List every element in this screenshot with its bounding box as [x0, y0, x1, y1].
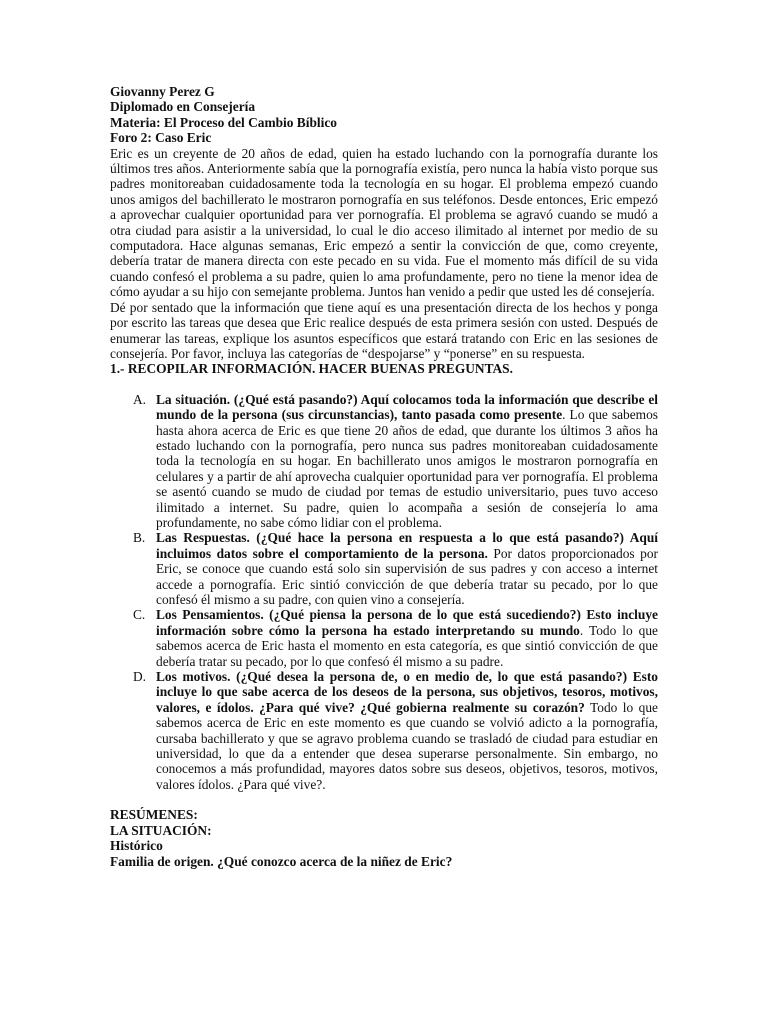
historic-heading: Histórico	[110, 838, 163, 854]
assignment-instructions: Dé por sentado que la información que tiene aquí es una presentación directa de los hechos y ponga por escrito las tareas que desea que Eric realice después de esta primera sesión con usted. Después de enumerar las tareas, explique los asuntos específicos que estará tratando con Eric en las sesiones de consejería. Por favor, incluya las categorías de “despojarse” y “ponerse” en su respuesta.	[110, 299, 658, 361]
item-prompt: Los Pensamientos. (¿Qué piensa la persona de lo que está sucediendo?) Esto incluye información sobre cómo la persona ha estado interpretando su mundo	[156, 607, 658, 638]
item-answer: Por datos proporcionados por Eric, se conoce que cuando está solo sin supervisión de sus padres y con acceso a internet accede a pornografía. Eric sintió convicción de que debería tratar su pecado, por lo que confesó él mismo a su padre, con quien vino a consejería.	[156, 545, 658, 607]
section-heading: 1.- RECOPILAR INFORMACIÓN. HACER BUENAS PREGUNTAS.	[110, 361, 513, 377]
summaries-heading: RESÚMENES:	[110, 807, 198, 823]
forum-title: Foro 2: Caso Eric	[110, 130, 212, 146]
item-answer: . Lo que sabemos hasta ahora acerca de Eric es que tiene 20 años de edad, que durante los últimos 3 años ha estado luchando con la pornografía, pero nunca sus padres monitoreaban cuidadosamente toda la tecnología en su hogar. En bachillerato unos amigos le mostraron pornografía en celulares y a partir de ahí aprovecha cualquier oportunidad para ver pornografía. El problema se asentó cuando se mudo de ciudad por temas de estudio universitario, pues tuvo acceso ilimitado a internet. Su padre, quien lo acompaña a sesión de consejería lo ama profundamente, no sabe cómo lidiar con el problema.	[156, 407, 659, 530]
question-list	[110, 392, 658, 793]
family-question: Familia de origen. ¿Qué conozco acerca de la niñez de Eric?	[110, 853, 453, 869]
item-prompt: Las Respuestas. (¿Qué hace la persona en respuesta a lo que está pasando?) Aquí incluimos datos sobre el comportamiento de la persona.	[156, 530, 658, 561]
list-item-motives	[110, 669, 658, 792]
list-item-responses	[110, 530, 658, 607]
spacer	[110, 792, 658, 807]
item-answer: Todo lo que sabemos acerca de Eric en este momento es que cuando se volvió adicto a la pornografía, cursaba bachillerato y que se agravo problema cuando se trasladó de ciudad para estudiar en universidad, lo que da a entender que desea superarse personalmente. Sin embargo, no conocemos a más profundidad, mayores datos sobre sus deseos, objetivos, tesoros, motivos, valores ídolos. ¿Para qué vive?.	[156, 699, 658, 792]
list-marker: D.	[133, 669, 147, 685]
author-name: Giovanny Perez G	[110, 84, 215, 99]
item-prompt: Los motivos. (¿Qué desea la persona de, o en medio de, lo que está pasando?) Esto incluye lo que sabe acerca de los deseos de la persona, sus objetivos, tesoros, motivos, valores, e ídolos. ¿Para qué vive? ¿Qué gobierna realmente su corazón?	[156, 669, 658, 715]
item-prompt: La situación. (¿Qué está pasando?) Aquí colocamos toda la información que describe el mundo de la persona (sus circunstancias), tanto pasada como presente	[156, 391, 658, 423]
list-item-thoughts	[110, 607, 658, 669]
document-page	[110, 84, 658, 869]
situation-heading: LA SITUACIÓN:	[110, 822, 212, 838]
case-description: Eric es un creyente de 20 años de edad, quien ha estado luchando con la pornografía durante los últimos tres años. Anteriormente sabía que la pornografía existía, pero nunca la había visto porque sus padres monitoreaban cuidadosamente toda la tecnología en su hogar. El problema empezó cuando unos amigos del bachillerato le mostraron pornografía en sus teléfonos. Desde entonces, Eric empezó a aprovechar cualquier oportunidad para ver pornografía. El problema se agravó cuando se mudó a otra ciudad para asistir a la universidad, lo cual le dio acceso ilimitado al internet por medio de su computadora. Hace algunas semanas, Eric empezó a sentir la convicción de que, como creyente, debería tratar de manera directa con este pecado en su vida. Fue el momento más difícil de su vida cuando confesó el problema a su padre, quien lo ama profundamente, pero no tiene la menor idea de cómo ayudar a su hijo con semejante problema. Juntos han venido a pedir que usted les dé consejería.	[110, 145, 658, 300]
program-name: Diplomado en Consejería	[110, 99, 256, 115]
list-marker: B.	[133, 530, 146, 546]
item-answer: . Todo lo que sabemos acerca de Eric hasta el momento en esta categoría, es que sintió convicción de que debería tratar su pecado, por lo que confesó él mismo a su padre.	[156, 622, 658, 669]
list-item-situation	[110, 392, 658, 531]
list-marker: C.	[133, 607, 146, 623]
list-marker: A.	[133, 391, 147, 407]
course-name: Materia: El Proceso del Cambio Bíblico	[110, 114, 337, 130]
